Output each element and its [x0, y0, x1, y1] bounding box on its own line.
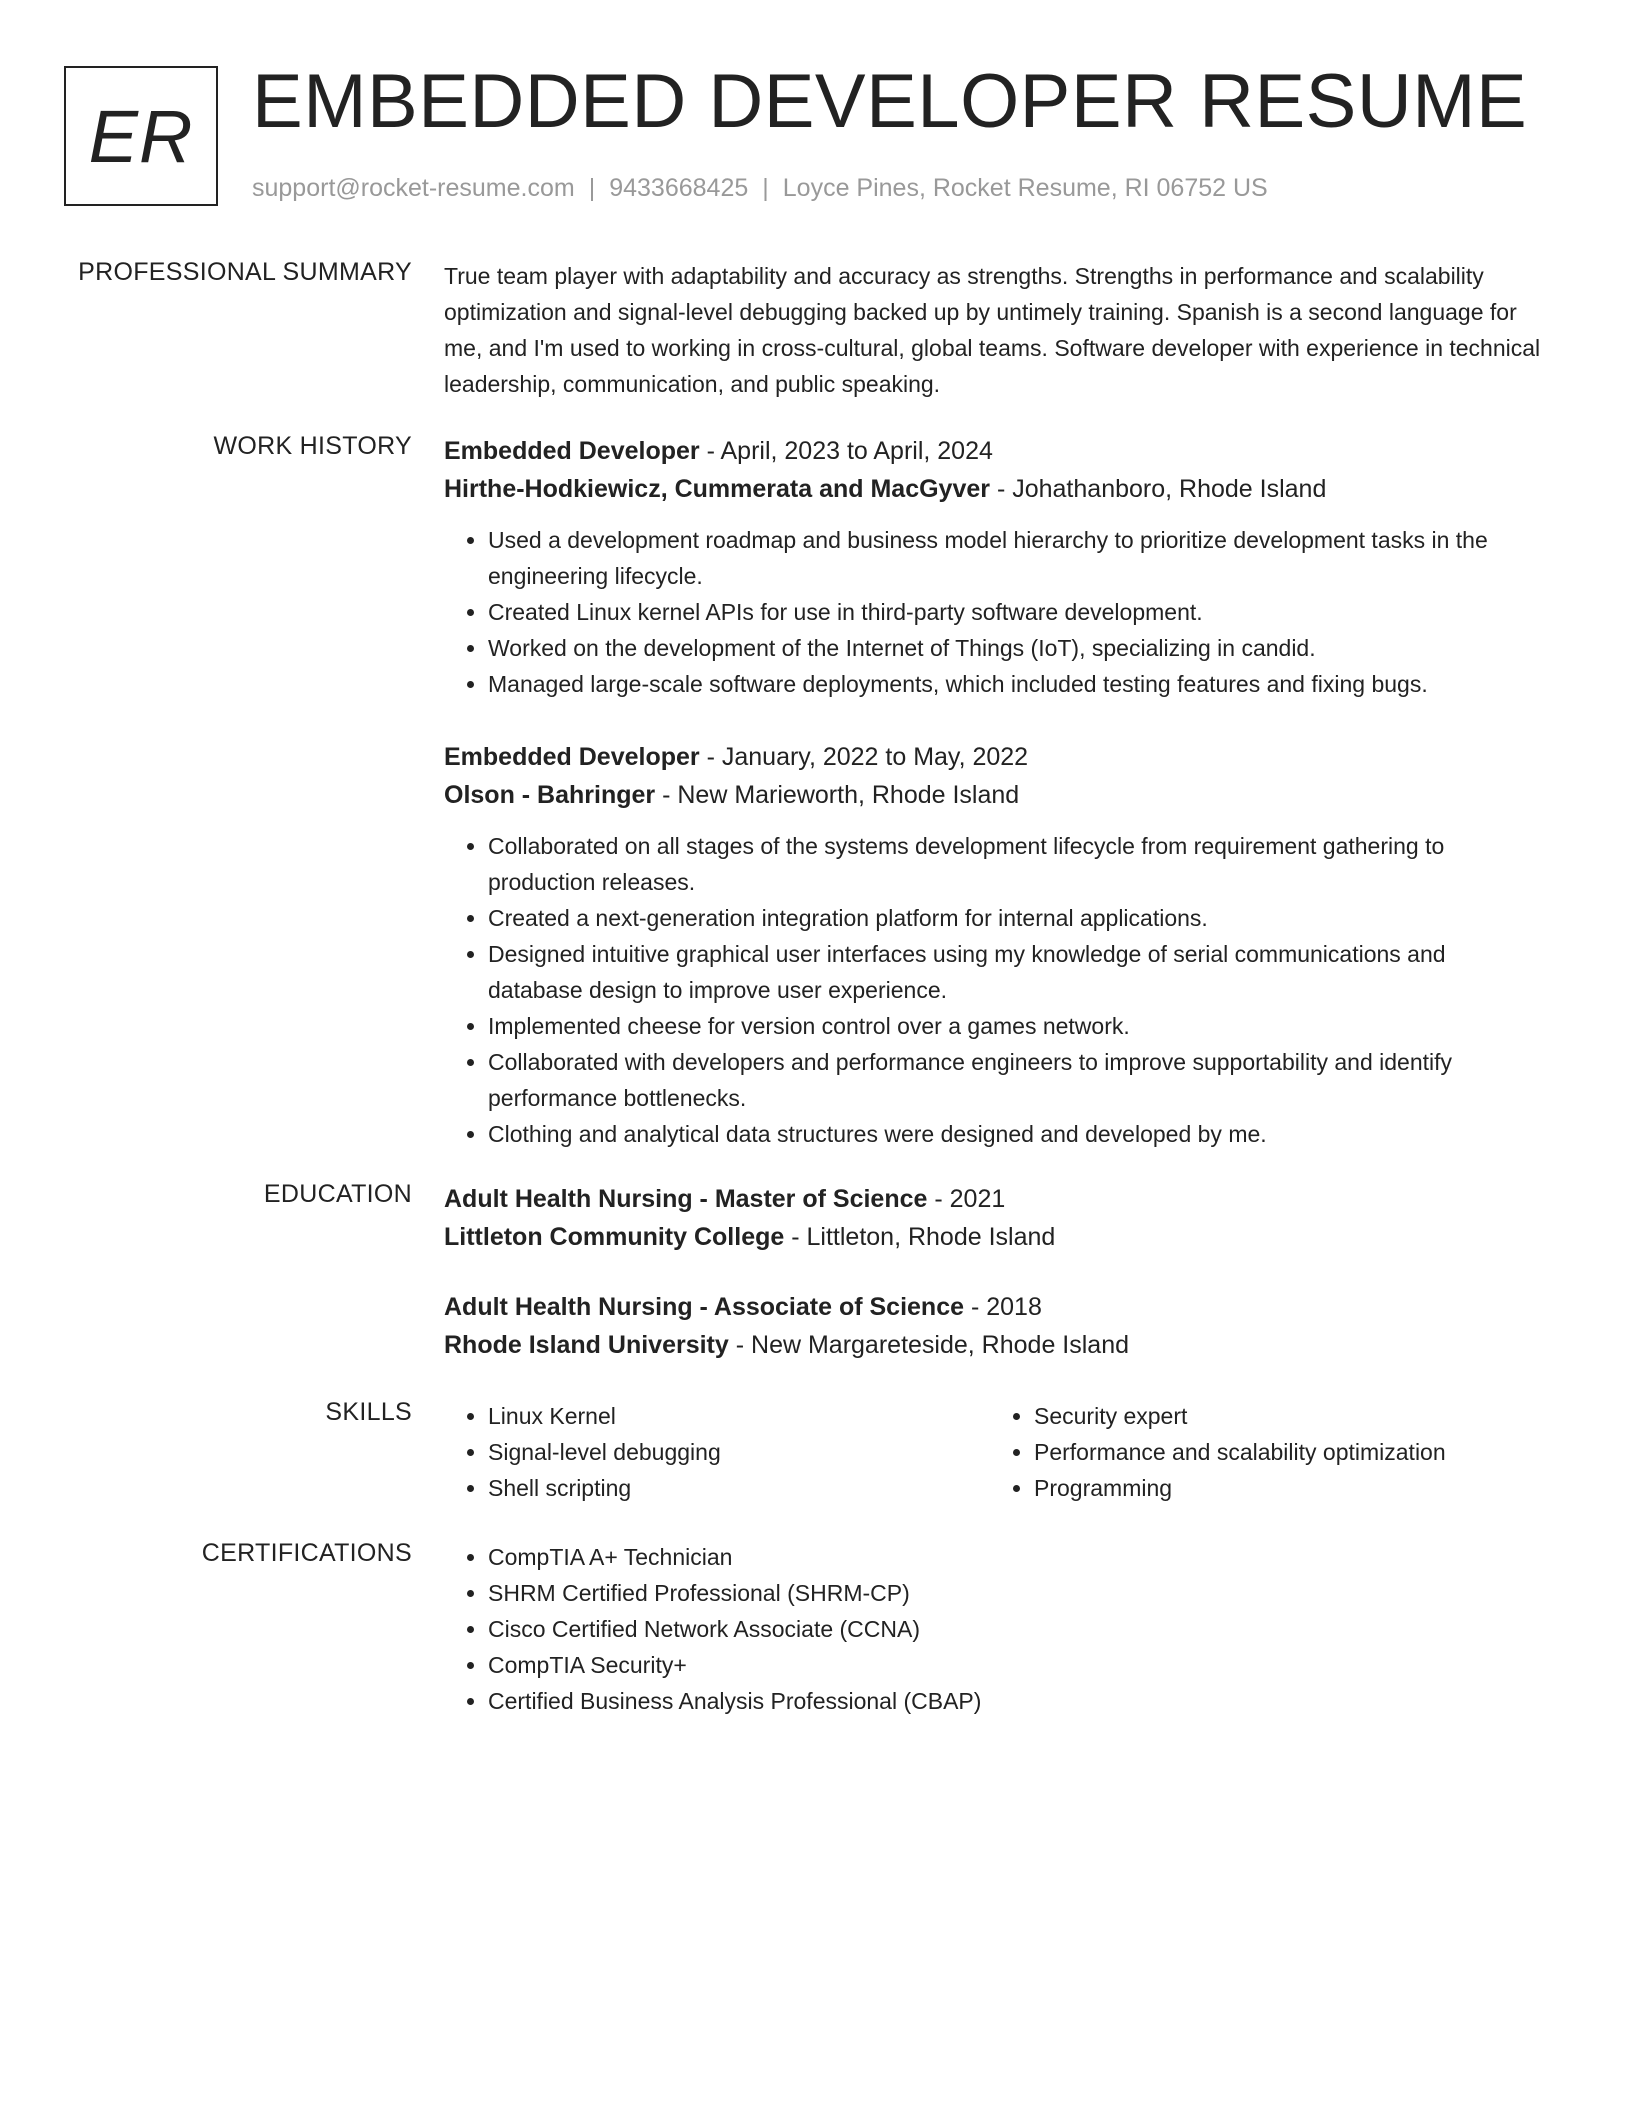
education-location: - Littleton, Rhode Island	[791, 1223, 1056, 1251]
contact-address: Loyce Pines, Rocket Resume, RI 06752 US	[782, 174, 1268, 202]
education-entry	[444, 1288, 1544, 1364]
job-dates: - April, 2023 to April, 2024	[706, 437, 993, 465]
skills-column-left	[444, 1398, 990, 1506]
job-bullet: • Created Linux kernel APIs for use in third-party software development.	[488, 594, 1544, 630]
education-school: Littleton Community College	[444, 1223, 785, 1251]
job-bullet: • Implemented cheese for version control over a games network.	[488, 1008, 1544, 1044]
skills-list	[990, 1398, 1510, 1506]
job-bullet: • Created a next-generation integration platform for internal applications.	[488, 900, 1544, 936]
job-company-line	[444, 776, 1544, 814]
skills-column-right	[990, 1398, 1510, 1506]
section-label-summary: PROFESSIONAL SUMMARY	[78, 258, 412, 286]
job-dates: - January, 2022 to May, 2022	[706, 743, 1029, 771]
job-location: - Johathanboro, Rhode Island	[996, 475, 1327, 503]
summary-text: True team player with adaptability and accuracy as strengths. Strengths in performance and scalability optimization and signal-level debugging backed up by untimely training. Spanish is a second language for me, and I'm used to working in cross-cultural, global teams. Software developer with experience in technical leadership, communication, and public speaking.	[444, 263, 1541, 397]
section-label-skills: SKILLS	[325, 1398, 412, 1426]
skill-item: • Programming	[1034, 1470, 1510, 1506]
contact-phone: 9433668425	[609, 174, 749, 202]
job-title: Embedded Developer	[444, 743, 700, 771]
skill-item: • Linux Kernel	[488, 1398, 990, 1434]
skill-item: • Signal-level debugging	[488, 1434, 990, 1470]
certification-item: • CompTIA Security+	[488, 1647, 1544, 1683]
education-degree: Adult Health Nursing - Associate of Science	[444, 1293, 965, 1321]
skill-item: • Security expert	[1034, 1398, 1510, 1434]
education-entry	[444, 1180, 1544, 1256]
job-bullets	[444, 522, 1544, 702]
work-history-body	[444, 432, 1544, 1152]
section-label-education: EDUCATION	[263, 1180, 412, 1208]
job-entry	[444, 432, 1544, 702]
contact-line	[252, 174, 1268, 203]
education-degree-line	[444, 1180, 1544, 1218]
contact-email: support@rocket-resume.com	[252, 174, 575, 202]
skills-body	[444, 1398, 1544, 1506]
education-degree: Adult Health Nursing - Master of Science	[444, 1185, 928, 1213]
certification-item: • Certified Business Analysis Professional (CBAP)	[488, 1683, 1544, 1719]
section-label-work-history: WORK HISTORY	[213, 432, 412, 460]
job-company: Hirthe-Hodkiewicz, Cummerata and MacGyver	[444, 475, 990, 503]
certification-item: • Cisco Certified Network Associate (CCNA)	[488, 1611, 1544, 1647]
job-bullet: • Managed large-scale software deployments, which included testing features and fixing bugs.	[488, 666, 1544, 702]
job-location: - New Marieworth, Rhode Island	[662, 781, 1020, 809]
job-bullet: • Worked on the development of the Internet of Things (IoT), specializing in candid.	[488, 630, 1544, 666]
education-year: - 2021	[934, 1185, 1006, 1213]
education-year: - 2018	[970, 1293, 1042, 1321]
contact-separator: |	[588, 174, 596, 202]
job-bullet: • Clothing and analytical data structures were designed and developed by me.	[488, 1116, 1544, 1152]
section-label-certifications: CERTIFICATIONS	[201, 1539, 412, 1567]
skill-item: • Shell scripting	[488, 1470, 990, 1506]
job-bullet: • Used a development roadmap and business model hierarchy to prioritize development tasks in the engineering lifecycle.	[488, 522, 1544, 594]
job-bullet: • Designed intuitive graphical user interfaces using my knowledge of serial communications and database design to improve user experience.	[488, 936, 1544, 1008]
skills-columns	[444, 1398, 1544, 1506]
skills-list	[444, 1398, 990, 1506]
job-title-line	[444, 432, 1544, 470]
monogram-initials: ER	[88, 94, 194, 178]
education-degree-line	[444, 1288, 1544, 1326]
summary-body	[444, 258, 1544, 402]
job-title: Embedded Developer	[444, 437, 700, 465]
job-bullet: • Collaborated on all stages of the systems development lifecycle from requirement gathering to production releases.	[488, 828, 1544, 900]
job-bullets	[444, 828, 1544, 1152]
contact-separator: |	[762, 174, 769, 202]
education-school: Rhode Island University	[444, 1331, 729, 1359]
monogram-badge	[64, 66, 218, 206]
certifications-list	[444, 1539, 1544, 1719]
skill-item: • Performance and scalability optimization	[1034, 1434, 1510, 1470]
education-school-line	[444, 1326, 1544, 1364]
resume-title: EMBEDDED DEVELOPER RESUME	[252, 59, 1528, 144]
job-company: Olson - Bahringer	[444, 781, 656, 809]
job-bullet: • Collaborated with developers and performance engineers to improve supportability and identify performance bottlenecks.	[488, 1044, 1544, 1116]
education-school-line	[444, 1218, 1544, 1256]
certification-item: • CompTIA A+ Technician	[488, 1539, 1544, 1575]
job-entry	[444, 738, 1544, 1152]
certification-item: • SHRM Certified Professional (SHRM-CP)	[488, 1575, 1544, 1611]
certifications-body	[444, 1539, 1544, 1719]
education-location: - New Margareteside, Rhode Island	[735, 1331, 1129, 1359]
job-title-line	[444, 738, 1544, 776]
job-company-line	[444, 470, 1544, 508]
education-body	[444, 1180, 1544, 1364]
